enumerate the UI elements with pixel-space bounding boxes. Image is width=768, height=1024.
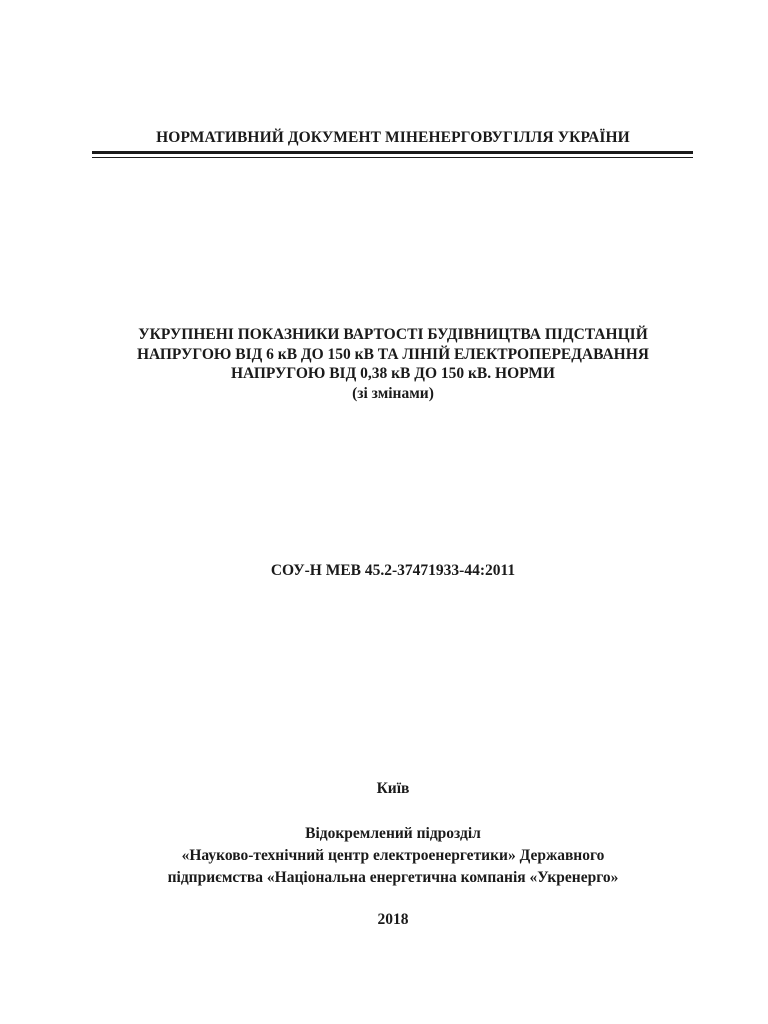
title-line: НАПРУГОЮ ВІД 0,38 кВ ДО 150 кВ. НОРМИ [230,365,555,382]
year: 2018 [377,911,409,928]
header-organization: НОРМАТИВНИЙ ДОКУМЕНТ МІНЕНЕРГОВУГІЛЛЯ УКРАЇНИ [156,129,630,146]
publisher-line: підприємства «Національна енергетична компанія «Укренерго» [167,869,619,886]
title-note: (зі змінами) [352,384,434,402]
publisher-line: Відокремлений підрозділ [305,825,481,842]
title-line: НАПРУГОЮ ВІД 6 кВ ДО 150 кВ ТА ЛІНІЙ ЕЛЕКТРОПЕРЕДАВАННЯ [137,345,649,363]
document-title [0,325,768,403]
city: Київ [376,780,410,797]
header-rule-thin [92,157,693,158]
publisher [0,823,768,889]
document-code: СОУ-Н МЕВ 45.2-37471933-44:2011 [270,562,516,579]
title-line: УКРУПНЕНІ ПОКАЗНИКИ ВАРТОСТІ БУДІВНИЦТВА ПІДСТАНЦІЙ [138,326,648,343]
publisher-line: «Науково-технічний центр електроенергетики» Державного [181,847,605,864]
header-rule-thick [92,151,693,154]
